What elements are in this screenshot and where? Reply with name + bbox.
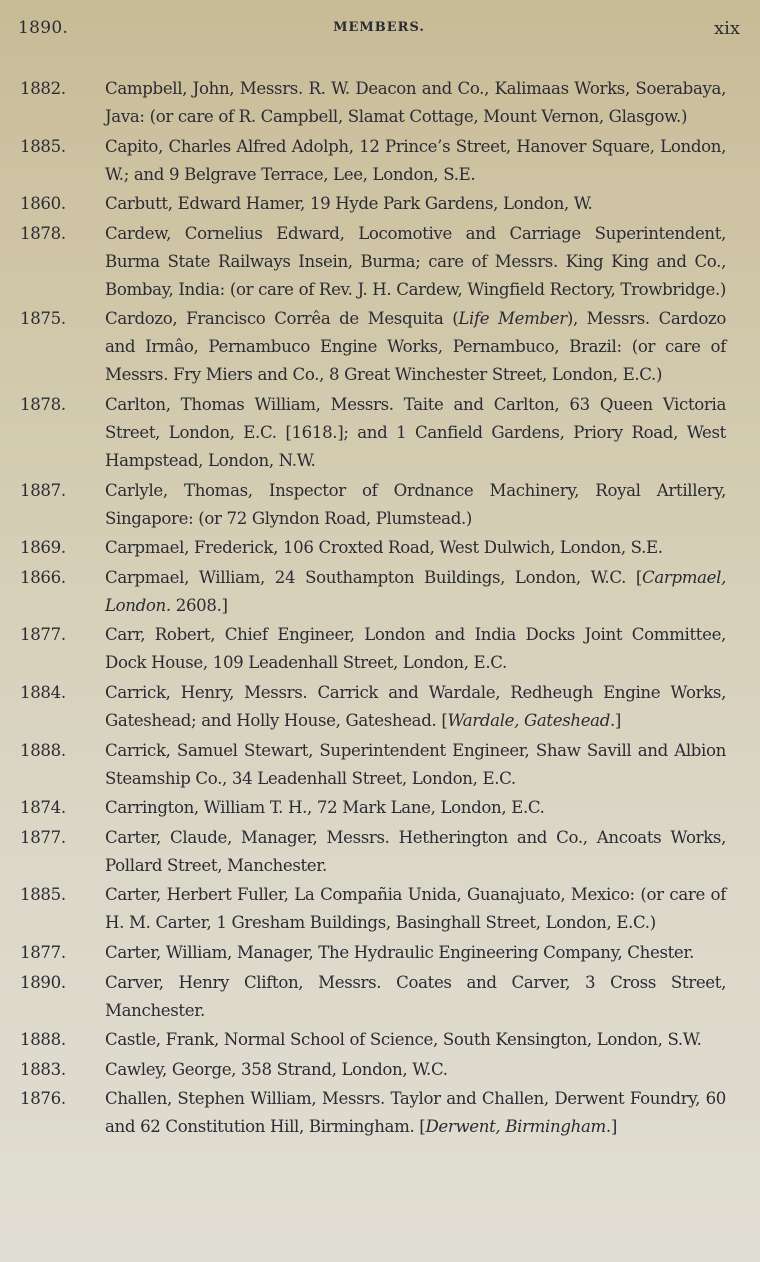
- election-year: 1878.: [20, 223, 66, 243]
- entry-text-cont: ), Messrs. Cardozo and Irmâo, Pernambuco Engine Works, Pernambuco, Brazil: (or care of Messrs. Fry Miers and Co., 8 Great Winchester Street, London, E.C.): [105, 309, 726, 385]
- entry-text: Carver, Henry Clifton, Messrs. Coates and Carver, 3 Cross Street, Manchester.: [105, 972, 726, 1020]
- member-entry: [20, 1026, 726, 1054]
- member-entry: [20, 621, 726, 677]
- entry-text: Cawley, George, 358 Strand, London, W.C.: [105, 1059, 448, 1079]
- member-list: [20, 75, 726, 1143]
- entry-text: Carlyle, Thomas, Inspector of Ordnance Machinery, Royal Artillery, Singapore: (or 72 Glyndon Road, Plumstead.): [105, 480, 726, 528]
- entry-text: Carrick, Henry, Messrs. Carrick and Wardale, Redheugh Engine Works, Gateshead; and Holly House, Gateshead. [: [105, 682, 726, 730]
- election-year: 1876.: [20, 1089, 66, 1109]
- entry-text-cont: ]: [614, 710, 622, 730]
- entry-text: Challen, Stephen William, Messrs. Taylor and Challen, Derwent Foundry, 60 and 62 Constitution Hill, Birmingham. [: [105, 1089, 726, 1137]
- page-number: xix: [713, 18, 740, 39]
- header-title: MEMBERS.: [333, 20, 425, 35]
- running-header: [18, 18, 740, 42]
- entry-text: Cardozo, Francisco Corrêa de Mesquita (: [105, 309, 459, 329]
- telegraphic-address: Carpmael, London.: [105, 567, 726, 615]
- entry-text: Carter, Herbert Fuller, La Compañia Unida, Guanajuato, Mexico: (or care of H. M. Carter, 1 Gresham Buildings, Basinghall Street, London, E.C.): [105, 885, 726, 933]
- member-entry: [20, 534, 726, 562]
- election-year: 1869.: [20, 538, 66, 558]
- entry-text: Carrick, Samuel Stewart, Superintendent Engineer, Shaw Savill and Albion Steamship Co., 34 Leadenhall Street, London, E.C.: [105, 740, 726, 788]
- entry-text: Cardew, Cornelius Edward, Locomotive and Carriage Superintendent, Burma State Railways Insein, Burma; care of Messrs. King King and Co., Bombay, India: (or care of Rev. J. H. Cardew, Wingfield Rectory, Trowbridge.): [105, 223, 727, 299]
- election-year: 1875.: [20, 309, 66, 329]
- entry-text: Capito, Charles Alfred Adolph, 12 Prince’s Street, Hanover Square, London, W.; and 9 Belgrave Terrace, Lee, London, S.E.: [105, 136, 726, 184]
- entry-italic: Life Member: [458, 309, 567, 329]
- entry-text: Carpmael, Frederick, 106 Croxted Road, West Dulwich, London, S.E.: [105, 538, 663, 558]
- header-year: 1890.: [18, 18, 69, 38]
- member-entry: [20, 1056, 726, 1084]
- election-year: 1887.: [20, 480, 66, 500]
- election-year: 1882.: [20, 79, 66, 98]
- election-year: 1860.: [20, 194, 66, 214]
- entry-text: Carr, Robert, Chief Engineer, London and India Docks Joint Committee, Dock House, 109 Leadenhall Street, London, E.C.: [105, 625, 726, 673]
- member-entry: [20, 969, 726, 1025]
- member-entry: [20, 477, 726, 533]
- member-entry: [20, 737, 726, 793]
- member-entry: [20, 190, 726, 218]
- election-year: 1874.: [20, 798, 66, 818]
- election-year: 1877.: [20, 942, 66, 962]
- election-year: 1888.: [20, 1030, 66, 1050]
- election-year: 1866.: [20, 567, 66, 587]
- member-entry: [20, 391, 726, 475]
- entry-text-cont: ]: [610, 1117, 617, 1137]
- entry-text: Carlton, Thomas William, Messrs. Taite and Carlton, 63 Queen Victoria Street, London, E.C. [1618.]; and 1 Canfield Gardens, Priory Road, West Hampstead, London, N.W.: [105, 394, 726, 470]
- entry-text: Carbutt, Edward Hamer, 19 Hyde Park Gardens, London, W.: [105, 194, 593, 214]
- election-year: 1885.: [20, 136, 66, 156]
- telegraphic-address: Wardale, Gateshead.: [447, 710, 615, 730]
- member-entry: [20, 939, 726, 967]
- election-year: 1885.: [20, 885, 66, 905]
- member-entry: [20, 75, 726, 131]
- member-entry: [20, 794, 726, 822]
- entry-text: Carter, Claude, Manager, Messrs. Hetherington and Co., Ancoats Works, Pollard Street, Manchester.: [105, 827, 726, 875]
- election-year: 1878.: [20, 394, 66, 414]
- election-year: 1877.: [20, 827, 66, 847]
- entry-text: Campbell, John, Messrs. R. W. Deacon and Co., Kalimaas Works, Soerabaya, Java: (or care of R. Campbell, Slamat Cottage, Mount Vernon, Glasgow.): [105, 79, 726, 126]
- election-year: 1883.: [20, 1059, 66, 1079]
- entry-text: Carrington, William T. H., 72 Mark Lane, London, E.C.: [105, 798, 545, 818]
- member-entry: [20, 1085, 726, 1141]
- entry-text: Carpmael, William, 24 Southampton Buildings, London, W.C. [: [105, 567, 642, 587]
- election-year: 1884.: [20, 682, 66, 702]
- member-entry: [20, 679, 726, 735]
- member-entry: [20, 824, 726, 880]
- member-entry: [20, 220, 726, 304]
- election-year: 1890.: [20, 972, 66, 992]
- telegraphic-address: Derwent, Birmingham.: [425, 1117, 611, 1137]
- member-entry: [20, 133, 726, 189]
- entry-text: Castle, Frank, Normal School of Science, South Kensington, London, S.W.: [105, 1030, 702, 1050]
- entry-text: Carter, William, Manager, The Hydraulic Engineering Company, Chester.: [105, 942, 695, 962]
- entry-text-cont: 2608.]: [170, 595, 228, 615]
- member-entry: [20, 564, 726, 620]
- election-year: 1888.: [20, 740, 66, 760]
- election-year: 1877.: [20, 625, 66, 645]
- member-entry: [20, 881, 726, 937]
- member-entry: [20, 305, 726, 389]
